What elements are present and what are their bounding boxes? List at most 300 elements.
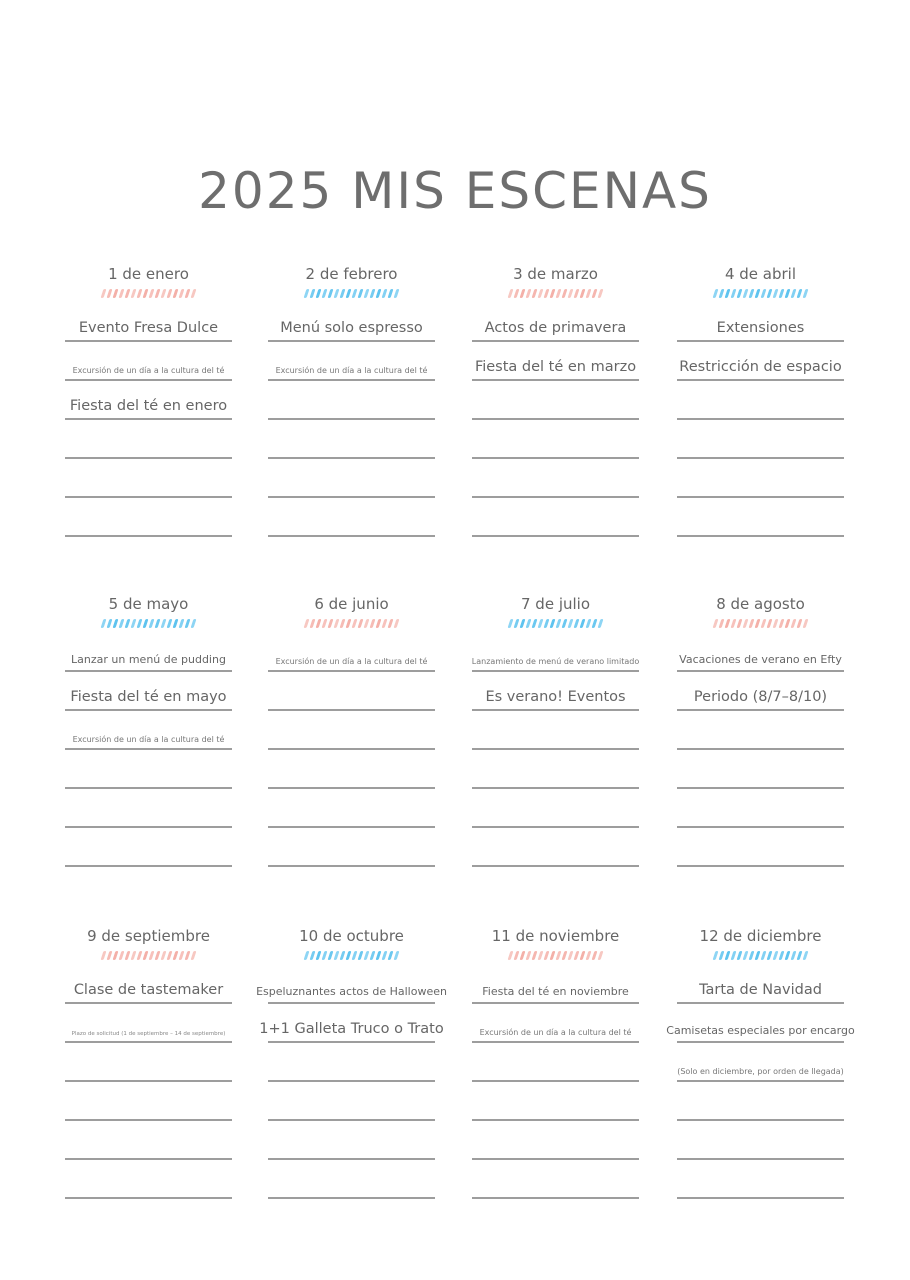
stripe-dash (743, 619, 749, 628)
event-line (268, 830, 435, 867)
stripe-dash (761, 619, 767, 628)
stripe-dash (755, 619, 761, 628)
page-title: 2025 MIS ESCENAS (198, 161, 712, 220)
event-line (268, 500, 435, 537)
stripe-dash (731, 289, 737, 298)
stripe-dash (544, 619, 550, 628)
stripe-dash (526, 951, 532, 960)
stripe-dash (538, 619, 544, 628)
stripe-dash (520, 289, 526, 298)
stripe-dash (179, 289, 185, 298)
stripe-dash (143, 619, 149, 628)
stripe-dash (749, 289, 755, 298)
event-line (472, 383, 639, 420)
month-block (268, 592, 435, 869)
stripe-dash (352, 619, 358, 628)
stripe-dash (749, 951, 755, 960)
event-line (268, 1045, 435, 1082)
stripe-dash (508, 619, 514, 628)
stripe-dash (532, 289, 538, 298)
stripe-dash (574, 289, 580, 298)
stripe-dash (155, 619, 161, 628)
stripe-dash (803, 951, 809, 960)
stripe-dash (125, 289, 131, 298)
event-line (65, 1123, 232, 1160)
stripe-dash (719, 289, 725, 298)
stripe-dash (785, 289, 791, 298)
month-title: 6 de junio (314, 595, 389, 613)
stripe-dash (514, 951, 520, 960)
stripe-dash (556, 951, 562, 960)
stripe-dash (382, 289, 388, 298)
event-line: Camisetas especiales por encargo (677, 1006, 844, 1043)
stripe-dash (334, 289, 340, 298)
event-line (65, 422, 232, 459)
stripe-dash (394, 289, 400, 298)
event-line: Fiesta del té en noviembre (472, 967, 639, 1004)
stripe-dash (562, 619, 568, 628)
stripe-dash (755, 951, 761, 960)
decorative-stripe (65, 619, 232, 629)
event-line: Lanzamiento de menú de verano limitado (472, 635, 639, 672)
stripe-dash (388, 619, 394, 628)
stripe-dash (725, 289, 731, 298)
stripe-dash (725, 619, 731, 628)
month-block (472, 262, 639, 539)
event-line: Excursión de un día a la cultura del té (65, 713, 232, 750)
stripe-dash (149, 951, 155, 960)
stripe-dash (161, 289, 167, 298)
stripe-dash (526, 619, 532, 628)
decorative-stripe (677, 619, 844, 629)
stripe-dash (586, 619, 592, 628)
stripe-dash (167, 619, 173, 628)
event-line (472, 1045, 639, 1082)
event-line (677, 422, 844, 459)
event-line: Plazo de solicitud (1 de septiembre – 14 de septiembre) (65, 1006, 232, 1043)
stripe-dash (346, 289, 352, 298)
stripe-dash (773, 619, 779, 628)
event-line (472, 422, 639, 459)
stripe-dash (713, 951, 719, 960)
month-title: 2 de febrero (305, 265, 398, 283)
stripe-dash (376, 619, 382, 628)
stripe-dash (580, 619, 586, 628)
stripe-dash (514, 289, 520, 298)
event-line (472, 1084, 639, 1121)
stripe-dash (334, 951, 340, 960)
stripe-dash (101, 619, 107, 628)
stripe-dash (173, 289, 179, 298)
decorative-stripe (65, 289, 232, 299)
decorative-stripe (677, 289, 844, 299)
month-title: 9 de septiembre (87, 927, 210, 945)
month-block (666, 924, 855, 1201)
stripe-dash (592, 289, 598, 298)
decorative-stripe (268, 951, 435, 961)
stripe-dash (328, 619, 334, 628)
event-line (677, 383, 844, 420)
event-line (268, 674, 435, 711)
month-block (268, 262, 435, 539)
stripe-dash (394, 951, 400, 960)
month-title: 11 de noviembre (491, 927, 620, 945)
event-line (65, 500, 232, 537)
event-line: Excursión de un día a la cultura del té (472, 1006, 639, 1043)
stripe-dash (185, 951, 191, 960)
stripe-dash (310, 289, 316, 298)
month-block (677, 592, 844, 869)
stripe-dash (797, 951, 803, 960)
stripe-dash (316, 289, 322, 298)
stripe-dash (737, 289, 743, 298)
stripe-dash (119, 289, 125, 298)
stripe-dash (310, 951, 316, 960)
stripe-dash (167, 289, 173, 298)
stripe-dash (598, 289, 604, 298)
event-line: Actos de primavera (472, 305, 639, 342)
stripe-dash (149, 619, 155, 628)
event-line: Es verano! Eventos (472, 674, 639, 711)
month-title: 5 de mayo (108, 595, 189, 613)
decorative-stripe (65, 951, 232, 961)
stripe-dash (755, 289, 761, 298)
stripe-dash (125, 951, 131, 960)
decorative-stripe (268, 619, 435, 629)
stripe-dash (761, 289, 767, 298)
stripe-dash (316, 951, 322, 960)
stripe-dash (143, 289, 149, 298)
month-block (677, 262, 844, 539)
stripe-dash (310, 619, 316, 628)
decorative-stripe (268, 289, 435, 299)
decorative-stripe (472, 951, 639, 961)
event-line (677, 1162, 844, 1199)
stripe-dash (352, 289, 358, 298)
stripe-dash (376, 289, 382, 298)
event-line (268, 1162, 435, 1199)
event-line (268, 422, 435, 459)
stripe-dash (304, 951, 310, 960)
event-line: Clase de tastemaker (65, 967, 232, 1004)
stripe-dash (137, 619, 143, 628)
stripe-dash (113, 951, 119, 960)
event-line (268, 461, 435, 498)
stripe-dash (797, 289, 803, 298)
stripe-dash (731, 951, 737, 960)
stripe-dash (803, 619, 809, 628)
event-line (65, 1084, 232, 1121)
event-line: Periodo (8/7–8/10) (677, 674, 844, 711)
stripe-dash (179, 951, 185, 960)
decorative-stripe (472, 619, 639, 629)
month-block (472, 592, 639, 869)
event-line (65, 752, 232, 789)
stripe-dash (532, 951, 538, 960)
month-title: 8 de agosto (716, 595, 805, 613)
month-title: 12 de diciembre (699, 927, 822, 945)
event-line (268, 713, 435, 750)
event-line (65, 1045, 232, 1082)
event-line (677, 752, 844, 789)
event-line (677, 461, 844, 498)
event-line (65, 1162, 232, 1199)
event-line (472, 713, 639, 750)
stripe-dash (370, 951, 376, 960)
stripe-dash (544, 951, 550, 960)
stripe-dash (526, 289, 532, 298)
decorative-stripe (472, 289, 639, 299)
stripe-dash (137, 289, 143, 298)
stripe-dash (586, 289, 592, 298)
stripe-dash (743, 289, 749, 298)
stripe-dash (598, 951, 604, 960)
stripe-dash (550, 619, 556, 628)
stripe-dash (574, 951, 580, 960)
stripe-dash (731, 619, 737, 628)
event-line: Fiesta del té en enero (65, 383, 232, 420)
event-line: Fiesta del té en marzo (472, 344, 639, 381)
stripe-dash (508, 951, 514, 960)
stripe-dash (149, 289, 155, 298)
event-line (472, 791, 639, 828)
stripe-dash (568, 289, 574, 298)
stripe-dash (568, 951, 574, 960)
stripe-dash (304, 619, 310, 628)
stripe-dash (773, 289, 779, 298)
stripe-dash (538, 289, 544, 298)
event-line (65, 461, 232, 498)
event-line: (Solo en diciembre, por orden de llegada) (677, 1045, 844, 1082)
stripe-dash (785, 951, 791, 960)
event-line (268, 752, 435, 789)
stripe-dash (580, 951, 586, 960)
stripe-dash (352, 951, 358, 960)
stripe-dash (191, 619, 197, 628)
event-line: Tarta de Navidad (677, 967, 844, 1004)
stripe-dash (340, 951, 346, 960)
stripe-dash (592, 951, 598, 960)
event-line: Evento Fresa Dulce (65, 305, 232, 342)
stripe-dash (725, 951, 731, 960)
stripe-dash (382, 619, 388, 628)
stripe-dash (346, 951, 352, 960)
stripe-dash (713, 289, 719, 298)
event-line (268, 1123, 435, 1160)
stripe-dash (508, 289, 514, 298)
decorative-stripe (677, 951, 844, 961)
event-line (472, 752, 639, 789)
month-title: 3 de marzo (513, 265, 598, 283)
stripe-dash (556, 619, 562, 628)
stripe-dash (761, 951, 767, 960)
stripe-dash (358, 289, 364, 298)
event-line (677, 1084, 844, 1121)
stripe-dash (346, 619, 352, 628)
stripe-dash (586, 951, 592, 960)
stripe-dash (161, 951, 167, 960)
stripe-dash (514, 619, 520, 628)
stripe-dash (719, 951, 725, 960)
stripe-dash (137, 951, 143, 960)
event-line: Fiesta del té en mayo (65, 674, 232, 711)
stripe-dash (767, 951, 773, 960)
stripe-dash (143, 951, 149, 960)
stripe-dash (743, 951, 749, 960)
stripe-dash (364, 951, 370, 960)
stripe-dash (773, 951, 779, 960)
stripe-dash (185, 619, 191, 628)
stripe-dash (113, 289, 119, 298)
stripe-dash (574, 619, 580, 628)
stripe-dash (797, 619, 803, 628)
stripe-dash (322, 289, 328, 298)
stripe-dash (179, 619, 185, 628)
stripe-dash (191, 289, 197, 298)
month-block (65, 924, 232, 1201)
stripe-dash (185, 289, 191, 298)
stripe-dash (119, 619, 125, 628)
month-block (472, 924, 639, 1201)
stripe-dash (322, 951, 328, 960)
stripe-dash (107, 289, 113, 298)
event-line: Menú solo espresso (268, 305, 435, 342)
event-line (268, 383, 435, 420)
event-line (677, 713, 844, 750)
stripe-dash (598, 619, 604, 628)
event-line (65, 791, 232, 828)
stripe-dash (737, 951, 743, 960)
stripe-dash (556, 289, 562, 298)
stripe-dash (767, 289, 773, 298)
stripe-dash (125, 619, 131, 628)
month-title: 10 de octubre (299, 927, 404, 945)
stripe-dash (370, 619, 376, 628)
event-line (472, 500, 639, 537)
month-block (256, 924, 447, 1201)
stripe-dash (340, 289, 346, 298)
event-line (472, 461, 639, 498)
stripe-dash (538, 951, 544, 960)
stripe-dash (155, 289, 161, 298)
month-title: 7 de julio (520, 595, 591, 613)
stripe-dash (107, 619, 113, 628)
stripe-dash (779, 951, 785, 960)
event-line (472, 1162, 639, 1199)
month-block (65, 592, 232, 869)
stripe-dash (544, 289, 550, 298)
stripe-dash (161, 619, 167, 628)
event-line: 1+1 Galleta Truco o Trato (268, 1006, 435, 1043)
event-line: Vacaciones de verano en Efty (677, 635, 844, 672)
event-line: Lanzar un menú de pudding (65, 635, 232, 672)
stripe-dash (562, 289, 568, 298)
event-line (472, 830, 639, 867)
event-line (268, 791, 435, 828)
stripe-dash (520, 951, 526, 960)
month-title: 4 de abril (724, 265, 797, 283)
stripe-dash (550, 951, 556, 960)
stripe-dash (131, 619, 137, 628)
event-line (677, 830, 844, 867)
stripe-dash (388, 951, 394, 960)
stripe-dash (322, 619, 328, 628)
stripe-dash (358, 951, 364, 960)
event-line: Excursión de un día a la cultura del té (268, 635, 435, 672)
stripe-dash (167, 951, 173, 960)
stripe-dash (719, 619, 725, 628)
event-line (677, 1123, 844, 1160)
stripe-dash (155, 951, 161, 960)
stripe-dash (173, 951, 179, 960)
stripe-dash (737, 619, 743, 628)
stripe-dash (376, 951, 382, 960)
event-line (65, 830, 232, 867)
event-line: Extensiones (677, 305, 844, 342)
stripe-dash (334, 619, 340, 628)
stripe-dash (785, 619, 791, 628)
stripe-dash (791, 619, 797, 628)
stripe-dash (316, 619, 322, 628)
stripe-dash (779, 619, 785, 628)
stripe-dash (113, 619, 119, 628)
stripe-dash (364, 619, 370, 628)
stripe-dash (101, 951, 107, 960)
stripe-dash (532, 619, 538, 628)
event-line (677, 791, 844, 828)
stripe-dash (328, 289, 334, 298)
stripe-dash (791, 289, 797, 298)
event-line (472, 1123, 639, 1160)
stripe-dash (713, 619, 719, 628)
stripe-dash (388, 289, 394, 298)
stripe-dash (131, 289, 137, 298)
event-line: Espeluznantes actos de Halloween (268, 967, 435, 1004)
stripe-dash (749, 619, 755, 628)
stripe-dash (370, 289, 376, 298)
stripe-dash (364, 289, 370, 298)
stripe-dash (107, 951, 113, 960)
stripe-dash (779, 289, 785, 298)
stripe-dash (767, 619, 773, 628)
stripe-dash (568, 619, 574, 628)
stripe-dash (550, 289, 556, 298)
stripe-dash (803, 289, 809, 298)
stripe-dash (304, 289, 310, 298)
event-line (268, 1084, 435, 1121)
event-line (677, 500, 844, 537)
stripe-dash (520, 619, 526, 628)
stripe-dash (173, 619, 179, 628)
month-block (65, 262, 232, 539)
month-title: 1 de enero (108, 265, 189, 283)
stripe-dash (791, 951, 797, 960)
event-line: Excursión de un día a la cultura del té (268, 344, 435, 381)
stripe-dash (101, 289, 107, 298)
event-line: Excursión de un día a la cultura del té (65, 344, 232, 381)
stripe-dash (382, 951, 388, 960)
stripe-dash (119, 951, 125, 960)
stripe-dash (394, 619, 400, 628)
stripe-dash (340, 619, 346, 628)
stripe-dash (592, 619, 598, 628)
stripe-dash (358, 619, 364, 628)
event-line: Restricción de espacio (677, 344, 844, 381)
stripe-dash (562, 951, 568, 960)
stripe-dash (580, 289, 586, 298)
stripe-dash (328, 951, 334, 960)
stripe-dash (131, 951, 137, 960)
